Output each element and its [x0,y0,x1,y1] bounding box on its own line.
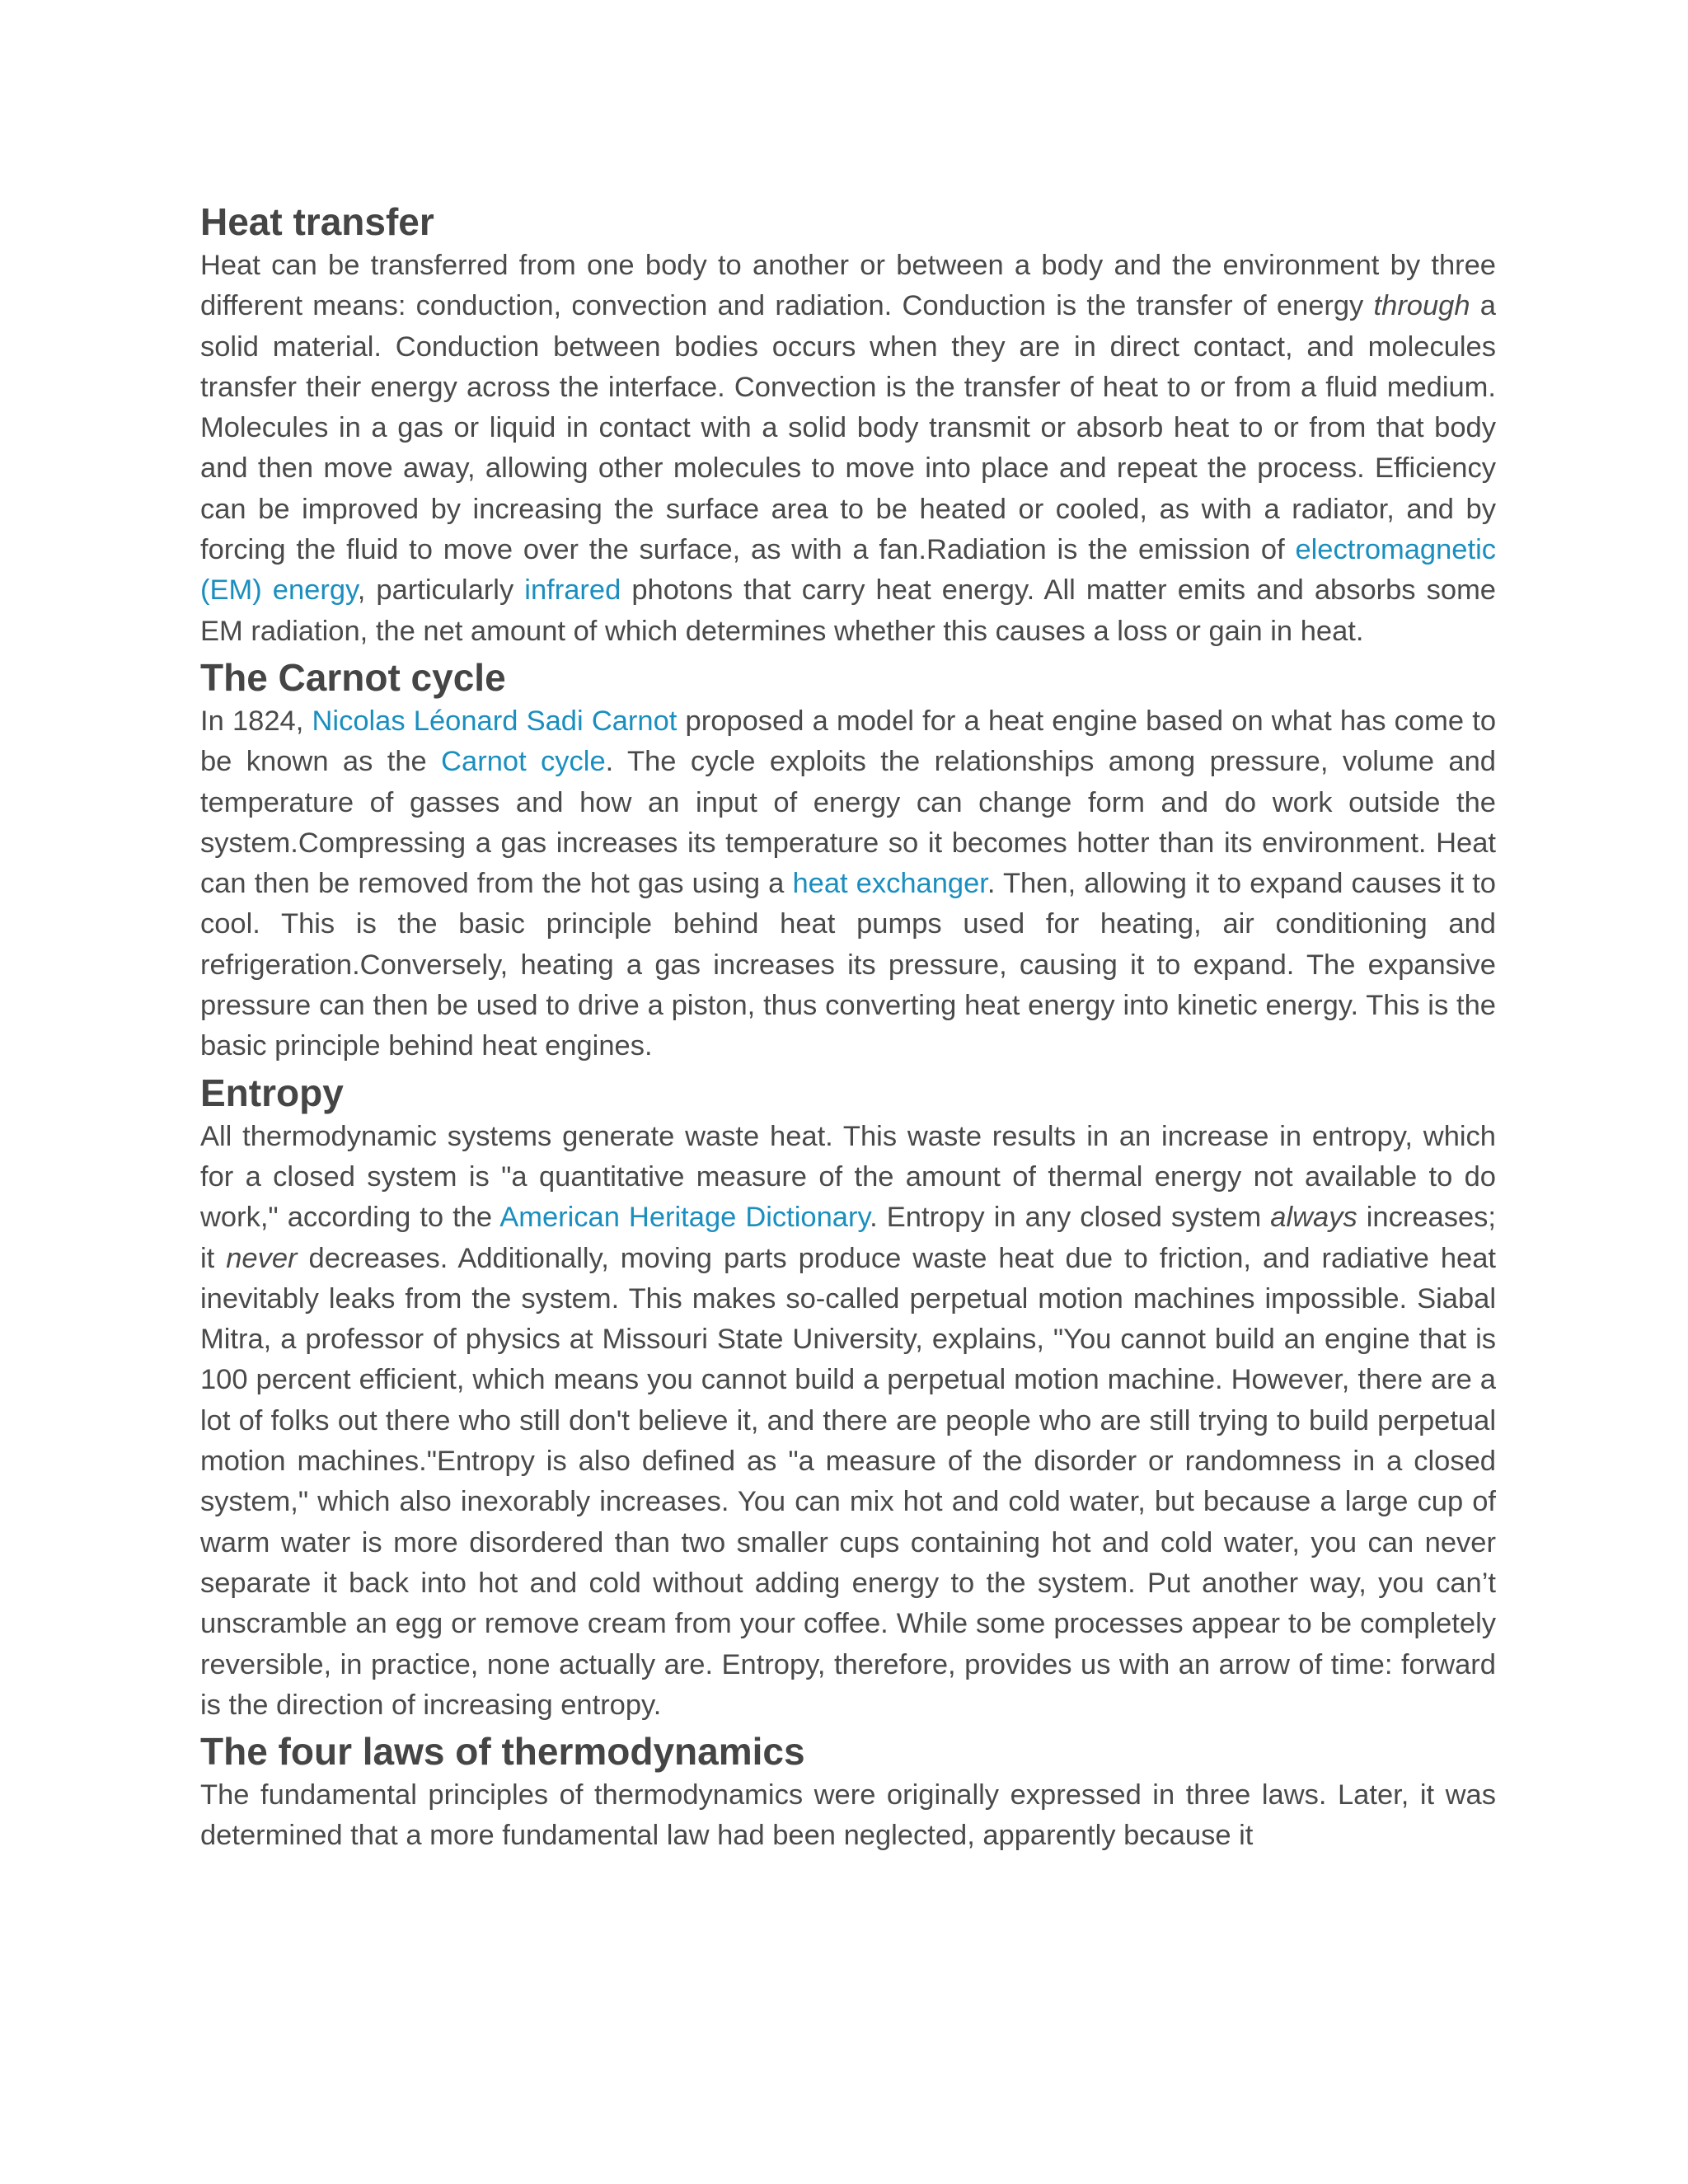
heading-heat-transfer: Heat transfer [200,200,434,243]
text-run: All thermodynamic systems generate waste heat. This waste results in an increase in entropy, which for a closed system is "a quantitative measure of the amount of thermal energy not available to do work," according to the [200,1120,1496,1234]
document-page [200,198,1496,1858]
text-run: . The cycle exploits the relationships among pressure, volume and temperature of gasses and how an input of energy can change form and do work outside the system.Compressing a gas increases its temperature so it becomes hotter than its environment. Heat can then be removed from the hot gas using a [200,746,1496,900]
inline-link[interactable]: Carnot cycle [441,746,606,778]
text-run: a solid material. Conduction between bodies occurs when they are in direct contact, and molecules transfer their energy across the interface. Convection is the transfer of heat to or from a fluid medium. Molecules in a gas or liquid in contact with a solid body transmit or absorb heat to or from that body and then move away, allowing other molecules to move into place and repeat the process. Efficiency can be improved by increasing the surface area to be heated or cooled, as with a radiator, and by forcing the fluid to move over the surface, as with a fan.Radiation is the emission of [200,290,1496,566]
heading-entropy: Entropy [200,1071,344,1114]
inline-link[interactable]: American Heritage Dictionary [499,1202,870,1234]
emphasis-text: always [1270,1202,1357,1234]
heading-carnot-cycle: The Carnot cycle [200,655,506,699]
text-run: In 1824, [200,705,312,737]
text-run: photons that carry heat energy. All matter emits and absorbs some EM radiation, the net amount of which determines whether this causes a loss or gain in heat. [200,574,1496,647]
text-run: increases; it [200,1202,1496,1274]
paragraph-entropy [200,1117,1496,1726]
heading-four-laws: The four laws of thermodynamics [200,1730,805,1774]
inline-link[interactable]: electromagnetic (EM) energy [200,534,1496,607]
paragraph-carnot-cycle [200,701,1496,1067]
text-run: Heat can be transferred from one body to another or between a body and the environment by three different means: conduction, convection and radiation. Conduction is the transfer of energy [200,250,1496,322]
text-run: , particularly [357,574,525,607]
paragraph-four-laws [200,1775,1496,1857]
inline-link[interactable]: heat exchanger [792,868,987,900]
text-run: The fundamental principles of thermodynamics were originally expressed in three laws. Later, it was determined that a more fundamental law had been neglected, apparently because it [200,1779,1496,1852]
paragraph-heat-transfer [200,246,1496,652]
inline-link[interactable]: Nicolas Léonard Sadi Carnot [312,705,678,737]
text-run: decreases. Additionally, moving parts produce waste heat due to friction, and radiative heat inevitably leaks from the system. This makes so-called perpetual motion machines impossible. Siabal Mitra, a professor of physics at Missouri State University, explains, "You cannot build an engine that is 100 percent efficient, which means you cannot build a perpetual motion machine. However, there are a lot of folks out there who still don't believe it, and there are people who are still trying to build perpetual motion machines."Entropy is also defined as "a measure of the disorder or randomness in a closed system," which also inexorably increases. You can mix hot and cold water, but because a large cup of warm water is more disordered than two smaller cups containing hot and cold water, you can never separate it back into hot and cold without adding energy to the system. Put another way, you can’t unscramble an egg or remove cream from your coffee. While some processes appear to be completely reversible, in practice, none actually are. Entropy, therefore, provides us with an arrow of time: forward is the direction of increasing entropy. [200,1242,1497,1721]
text-run: proposed a model for a heat engine based on what has come to be known as the [200,705,1497,778]
emphasis-text: through [1373,290,1470,322]
text-run: . Entropy in any closed system [870,1202,1271,1234]
inline-link[interactable]: infrared [524,574,621,607]
text-run: . Then, allowing it to expand causes it to cool. This is the basic principle behind heat pumps used for heating, air conditioning and refrigeration.Conversely, heating a gas increases its pressure, causing it to expand. The expansive pressure can then be used to drive a piston, thus converting heat energy into kinetic energy. This is the basic principle behind heat engines. [200,868,1496,1062]
emphasis-text: never [226,1242,298,1274]
